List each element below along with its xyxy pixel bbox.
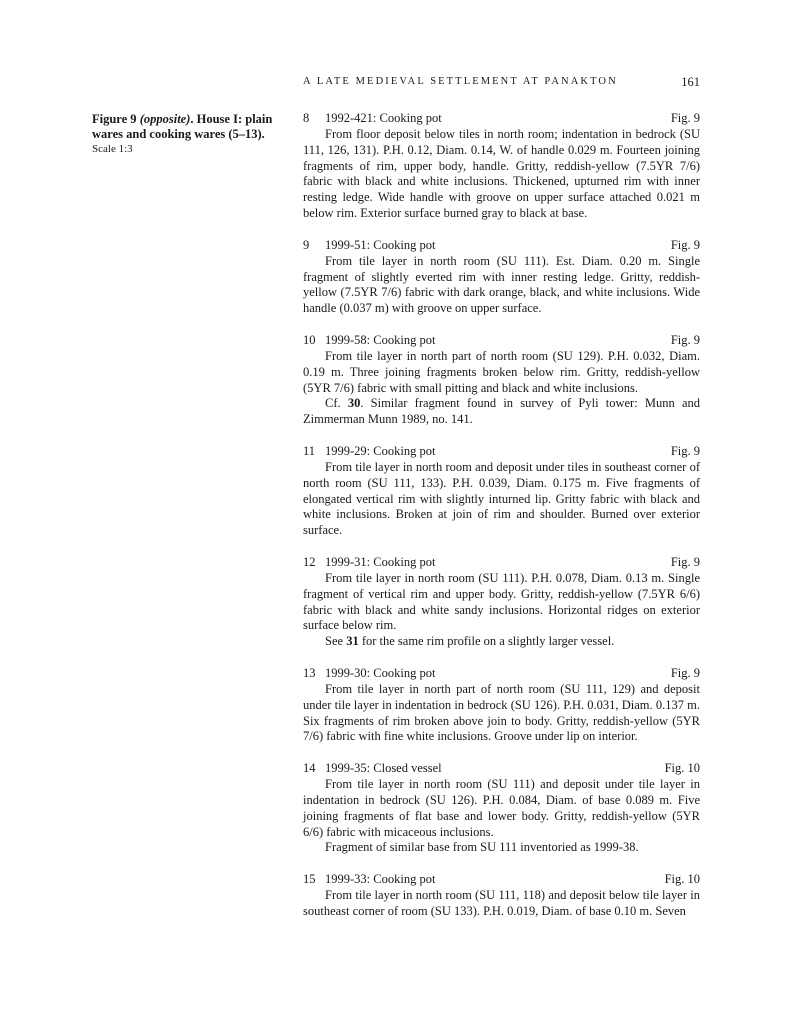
- entry-description: From tile layer in north room (SU 111). P.H. 0.078, Diam. 0.13 m. Single fragment of vertical rim and upper body. Gritty, reddish-yellow (7.5YR 6/6) fabric with black and white sandy inclusions. Horizontal ridges on exterior surface below rim.: [303, 570, 700, 633]
- figure-caption: [92, 112, 292, 156]
- entry-number: 13: [303, 665, 316, 680]
- catalog-entry: [303, 237, 700, 317]
- figure-reference: Fig. 9: [670, 111, 700, 125]
- entry-heading: [303, 443, 700, 459]
- entry-number: 12: [303, 554, 316, 569]
- entry-note: See 31 for the same rim profile on a slightly larger vessel.: [325, 634, 615, 649]
- entry-note: Cf. 30. Similar fragment found in survey of Pyli tower: Munn and Zimmerman Munn 1989, no. 141.: [303, 396, 700, 427]
- catalog-entry: [303, 665, 700, 745]
- entry-description: From tile layer in north room (SU 111, 118) and deposit below tile layer in southeast corner of room (SU 133). P.H. 0.019, Diam. of base 0.10 m. Seven: [303, 888, 700, 918]
- entry-title: 1999-29: Cooking pot: [325, 443, 436, 458]
- figure-reference: Fig. 9: [670, 237, 700, 252]
- figure-reference: Fig. 10: [664, 761, 700, 776]
- entry-heading: [303, 110, 700, 126]
- entry-title: 1999-31: Cooking pot: [325, 554, 436, 569]
- entry-description: From floor deposit below tiles in north room; indentation in bedrock (SU 111, 126, 131). P.H. 0.12, Diam. 0.14, W. of handle 0.029 m. Fourteen joining fragments of rim, upper body, handle. Gritty, reddish-yellow (7.5YR 7/6) fabric with black and white inclusions. Thickened, upturned rim with inner resting ledge. Wide handle with groove on upper surface attached 0.021 m below rim. Exterior surface burned gray to black at base.: [303, 127, 700, 220]
- entry-heading: [303, 760, 700, 776]
- entry-number: 8: [303, 111, 310, 125]
- caption-label-italic: (opposite): [139, 112, 191, 126]
- entry-title: 1992-421: Cooking pot: [325, 111, 442, 125]
- entry-heading: [303, 554, 700, 570]
- entry-description: From tile layer in north room and deposit under tiles in southeast corner of north room (SU 111, 133). P.H. 0.039, Diam. 0.175 m. Five fragments of elongated vertical rim with slightly inturned lip. Gritty fabric with black and white inclusions. Broken at join of rim and shoulder. Burned over exterior surface.: [303, 459, 700, 538]
- entry-title: 1999-51: Cooking pot: [325, 237, 436, 252]
- figure-reference: Fig. 9: [670, 665, 700, 680]
- caption-text: . House I: plain wares and cooking wares (5–13).: [92, 112, 273, 141]
- catalog-entry: [303, 443, 700, 539]
- entry-heading: [303, 871, 700, 887]
- entry-number: 10: [303, 332, 316, 347]
- catalog-cross-reference: 31: [346, 634, 359, 649]
- entry-description: From tile layer in north part of north room (SU 111, 129) and deposit under tile layer in indentation in bedrock (SU 126). P.H. 0.031, Diam. 0.137 m. Six fragments of rim broken above join to body. Gritty, reddish-yellow (5YR 7/6) fabric with fine white inclusions. Groove under lip on interior.: [303, 681, 700, 744]
- entry-title: 1999-35: Closed vessel: [325, 761, 442, 776]
- entry-description: From tile layer in north room (SU 111) and deposit under tile layer in indentation in bedrock (SU 126). P.H. 0.084, Diam. of base 0.089 m. Five joining fragments of flat base and lower body. Gritty, reddish-yellow (5YR 6/6) fabric with micaceous inclusions.: [303, 777, 700, 839]
- entry-note: Fragment of similar base from SU 111 inventoried as 1999-38.: [325, 840, 639, 855]
- entry-title: 1999-58: Cooking pot: [325, 332, 436, 347]
- entry-number: 9: [303, 237, 310, 252]
- running-header: [303, 76, 700, 92]
- entry-title: 1999-30: Cooking pot: [325, 665, 436, 680]
- catalog-entry: [303, 554, 700, 650]
- entry-number: 15: [303, 872, 316, 887]
- entry-heading: [303, 237, 700, 253]
- entry-heading: [303, 665, 700, 681]
- catalog-entry: [303, 871, 700, 920]
- entry-description: From tile layer in north room (SU 111). Est. Diam. 0.20 m. Single fragment of slightly everted rim with inner resting ledge. Gritty, reddish-yellow (7.5YR 7/6) fabric with dark orange, black, and white inclusions. Wide handle (0.037 m) with groove on upper surface.: [303, 253, 700, 316]
- entry-heading: [303, 332, 700, 348]
- catalog-entry: [303, 760, 700, 856]
- catalog-entry: [303, 332, 700, 428]
- figure-reference: Fig. 9: [670, 443, 700, 458]
- page-number: 161: [681, 75, 700, 89]
- entry-description: From tile layer in north part of north room (SU 129). P.H. 0.032, Diam. 0.19 m. Three joining fragments broken below rim. Gritty, reddish-yellow (5YR 7/6) fabric with small pitting and black and white inclusions.: [303, 348, 700, 395]
- catalog-cross-reference: 30: [347, 396, 361, 411]
- running-title: A LATE MEDIEVAL SETTLEMENT AT PANAKTON: [303, 76, 618, 87]
- caption-scale: Scale 1:3: [92, 143, 133, 155]
- entry-number: 14: [303, 761, 316, 776]
- caption-title: [92, 112, 292, 142]
- figure-reference: Fig. 10: [664, 872, 700, 887]
- entry-number: 11: [303, 443, 316, 458]
- figure-reference: Fig. 9: [670, 554, 700, 569]
- catalog-entries: [303, 110, 700, 935]
- caption-label: Figure 9: [92, 112, 137, 126]
- catalog-entry: [303, 110, 700, 222]
- figure-reference: Fig. 9: [670, 332, 700, 347]
- entry-title: 1999-33: Cooking pot: [325, 872, 436, 887]
